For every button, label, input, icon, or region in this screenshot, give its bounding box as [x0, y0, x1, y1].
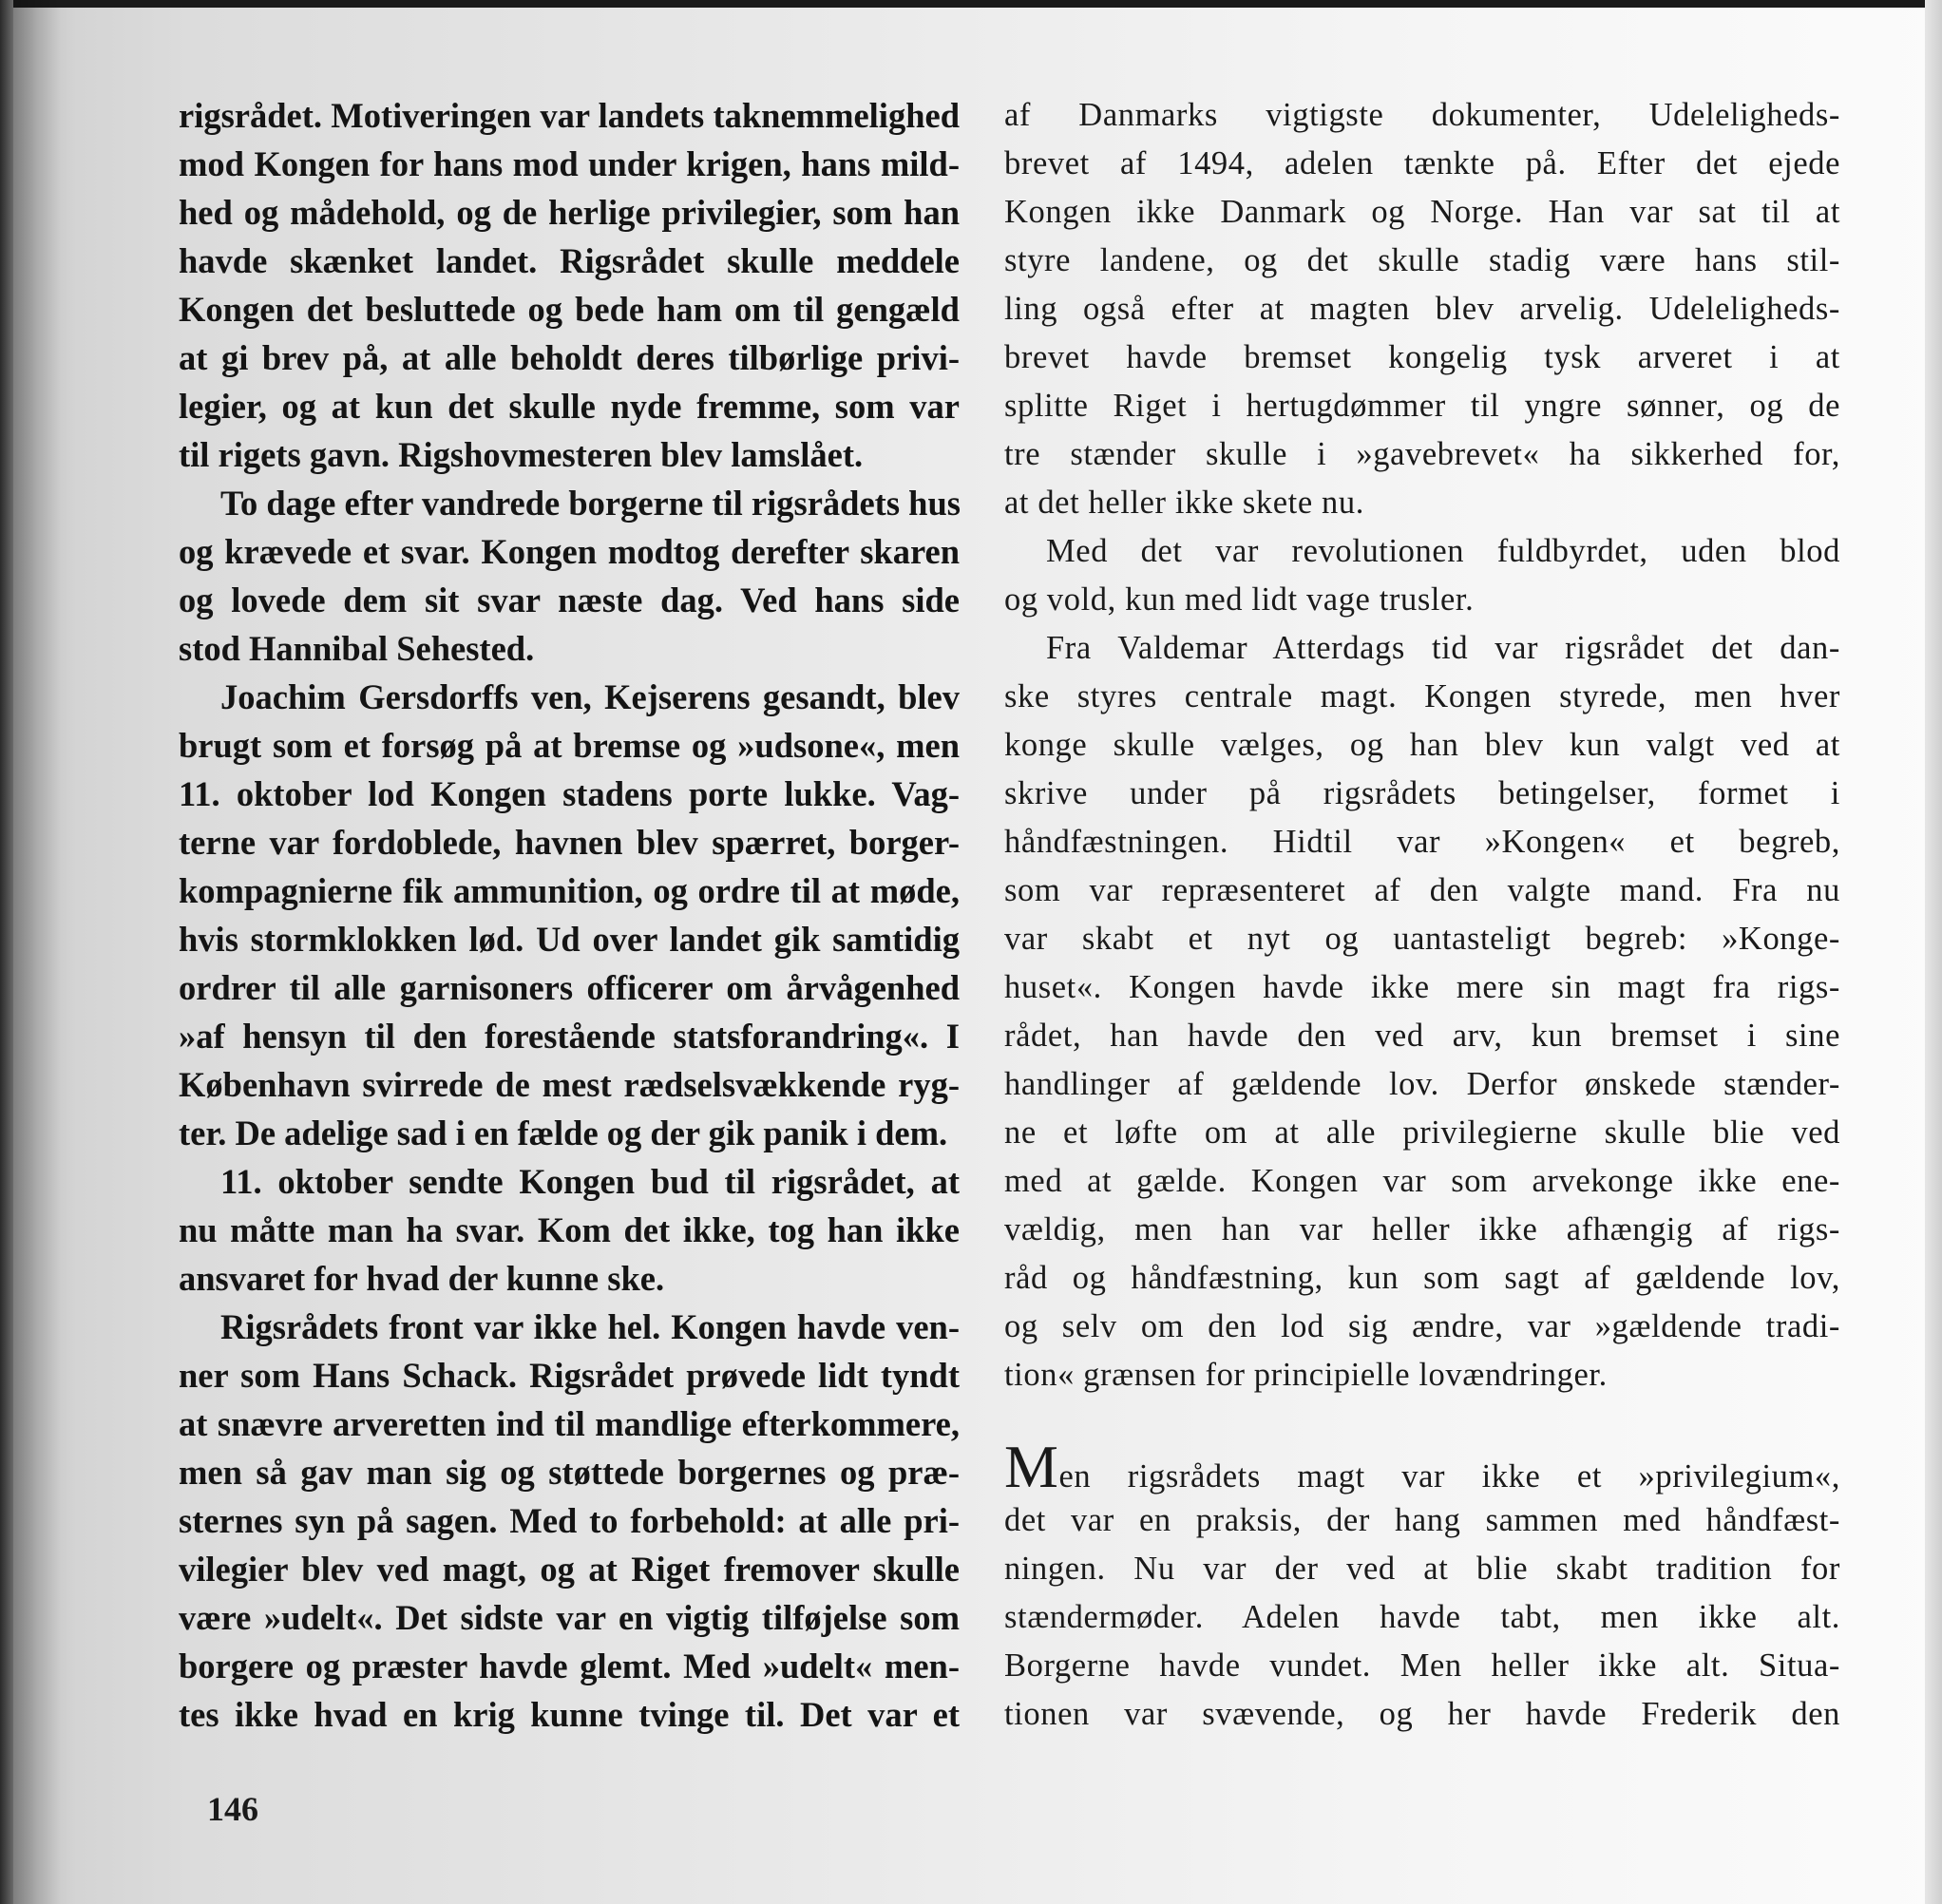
page-number: 146 — [207, 1790, 258, 1828]
page-top-edge — [0, 0, 1942, 8]
text-line: at snævre arveretten ind til mandlige efterkommere, — [179, 1404, 960, 1443]
text-line: og selv om den lod sig ændre, var »gældende tradi- — [1004, 1308, 1840, 1344]
text-line: ordrer til alle garnisoners officerer om årvågenhed — [179, 968, 960, 1007]
text-line: det var en praksis, der hang sammen med håndfæst- — [1004, 1502, 1840, 1538]
text-line: råd og håndfæstning, kun som sagt af gældende lov, — [1004, 1260, 1840, 1296]
text-line: Fra Valdemar Atterdags tid var rigsrådet det dan- — [1046, 630, 1840, 666]
text-line: men så gav man sig og støttede borgernes og præ- — [179, 1453, 960, 1492]
text-line: rådet, han havde den ved arv, kun bremset i sine — [1004, 1018, 1840, 1054]
text-line: »af hensyn til den forestående statsforandring«. I — [179, 1017, 960, 1056]
text-line: terne var fordoblede, havnen blev spærret, borger- — [179, 823, 960, 862]
text-line: splitte Riget i hertugdømmer til yngre sønner, og de — [1004, 388, 1840, 424]
text-line: nu måtte man ha svar. Kom det ikke, tog han ikke — [179, 1210, 960, 1249]
text-line: ske styres centrale magt. Kongen styrede, men hver — [1004, 678, 1840, 714]
text-line: som var repræsenteret af den valgte mand. Fra nu — [1004, 872, 1840, 908]
text-line: af Danmarks vigtigste dokumenter, Udeleligheds- — [1004, 97, 1840, 133]
text-line: mod Kongen for hans mod under krigen, hans mild- — [179, 144, 960, 183]
text-line: To dage efter vandrede borgerne til rigsrådets hus — [220, 484, 961, 523]
drop-cap: M — [1004, 1433, 1059, 1500]
text-line: tre stænder skulle i »gavebrevet« ha sikkerhed for, — [1004, 436, 1840, 472]
text-line: havde skænket landet. Rigsrådet skulle meddele — [179, 241, 960, 280]
text-line: brevet af 1494, adelen tænkte på. Efter det ejede — [1004, 145, 1840, 181]
text-line: 11. oktober lod Kongen stadens porte lukke. Vag- — [179, 774, 960, 813]
text-line: vilegier blev ved magt, og at Riget fremover skulle — [179, 1550, 960, 1589]
text-line: brugt som et forsøg på at bremse og »udsone«, men — [179, 726, 960, 765]
text-line: rigsrådet. Motiveringen var landets taknemmelighed — [179, 96, 960, 135]
text-line: København svirrede de mest rædselsvækkende ryg- — [179, 1065, 960, 1104]
text-line: konge skulle vælges, og han blev kun valgt ved at — [1004, 727, 1840, 763]
left-text-column — [179, 91, 960, 1739]
text-line: hed og mådehold, og de herlige privilegier, som han — [179, 193, 960, 232]
text-line: hvis stormklokken lød. Ud over landet gik samtidig — [179, 920, 960, 959]
text-line: Med det var revolutionen fuldbyrdet, uden blod — [1046, 533, 1840, 569]
text-line: til rigets gavn. Rigshovmesteren blev lamslået. — [179, 435, 864, 474]
page-right-edge — [1925, 0, 1942, 1904]
text-line: at det heller ikke skete nu. — [1004, 485, 1364, 521]
text-line: brevet havde bremset kongelig tysk arveret i at — [1004, 339, 1840, 375]
spine-shadow — [13, 0, 61, 1904]
text-line: vældig, men han var heller ikke afhængig af rigs- — [1004, 1211, 1840, 1247]
text-line: handlinger af gældende lov. Derfor ønskede stænder- — [1004, 1066, 1840, 1102]
text-line: stændermøder. Adelen havde tabt, men ikke alt. — [1004, 1599, 1840, 1635]
text-line: at gi brev på, at alle beholdt deres tilbørlige privi- — [179, 338, 960, 377]
text-line: ling også efter at magten blev arvelig. Udeleligheds- — [1004, 291, 1840, 327]
text-line — [1004, 1433, 1840, 1500]
drop-cap-line-text: en rigsrådets magt var ikke et »privilegium«, — [1058, 1458, 1840, 1495]
text-line: ter. De adelige sad i en fælde og der gik panik i dem. — [179, 1114, 948, 1152]
text-line: ner som Hans Schack. Rigsrådet prøvede lidt tyndt — [179, 1356, 960, 1395]
text-line: og vold, kun med lidt vage trusler. — [1004, 581, 1475, 618]
text-line: 11. oktober sendte Kongen bud til rigsrådet, at — [220, 1162, 960, 1201]
text-line: være »udelt«. Det sidste var en vigtig tilføjelse som — [179, 1598, 960, 1637]
text-line: Borgerne havde vundet. Men heller ikke alt. Situa- — [1004, 1647, 1840, 1684]
text-line: tion« grænsen for principielle lovændringer. — [1004, 1357, 1608, 1393]
text-line: kompagnierne fik ammunition, og ordre til at møde, — [179, 871, 960, 910]
text-line: Rigsrådets front var ikke hel. Kongen havde ven- — [220, 1307, 960, 1346]
book-spine — [0, 0, 13, 1904]
text-line: Kongen det besluttede og bede ham om til gengæld — [179, 290, 960, 329]
text-line: stod Hannibal Sehested. — [179, 629, 535, 668]
text-line: håndfæstningen. Hidtil var »Kongen« et begreb, — [1004, 824, 1840, 860]
text-line: ningen. Nu var der ved at blie skabt tradition for — [1004, 1551, 1840, 1587]
text-line: ne et løfte om at alle privilegierne skulle blie ved — [1004, 1114, 1840, 1151]
text-line: ansvaret for hvad der kunne ske. — [179, 1259, 665, 1298]
text-line: styre landene, og det skulle stadig være hans stil- — [1004, 242, 1840, 278]
text-line: tionen var svævende, og her havde Frederik den — [1004, 1696, 1840, 1732]
text-line: var skabt et nyt og uantasteligt begreb: »Konge- — [1004, 921, 1840, 957]
text-line: borgere og præster havde glemt. Med »udelt« men- — [179, 1647, 960, 1685]
text-line: og krævede et svar. Kongen modtog derefter skaren — [179, 532, 960, 571]
text-line: tes ikke hvad en krig kunne tvinge til. Det var et — [179, 1695, 960, 1734]
text-line: Kongen ikke Danmark og Norge. Han var sat til at — [1004, 194, 1840, 230]
text-line: Joachim Gersdorffs ven, Kejserens gesandt, blev — [220, 677, 960, 716]
text-line: legier, og at kun det skulle nyde fremme, som var — [179, 387, 960, 426]
text-line: huset«. Kongen havde ikke mere sin magt fra rigs- — [1004, 969, 1840, 1005]
text-line: skrive under på rigsrådets betingelser, formet i — [1004, 775, 1840, 811]
text-line: og lovede dem sit svar næste dag. Ved hans side — [179, 581, 960, 619]
text-line: med at gælde. Kongen var som arvekonge ikke ene- — [1004, 1163, 1840, 1199]
text-line: sternes syn på sagen. Med to forbehold: at alle pri- — [179, 1501, 960, 1540]
right-text-column — [1004, 91, 1840, 1739]
